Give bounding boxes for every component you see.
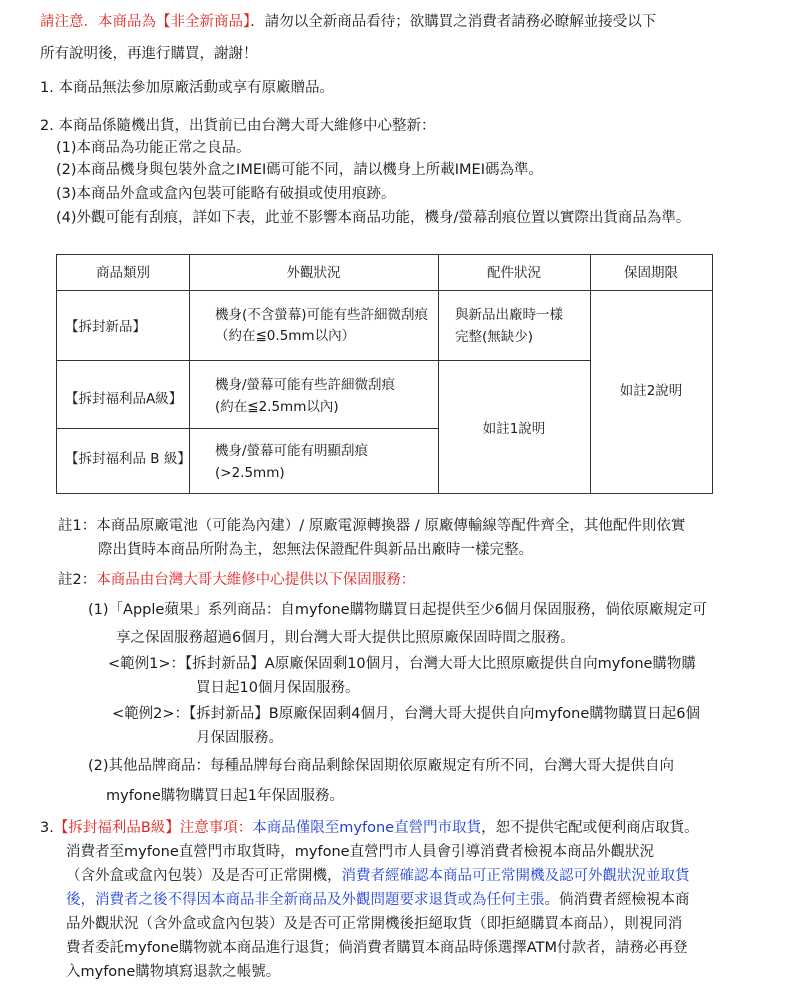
item-3-line-6: 費者委託myfone購物就本商品進行退貨；倘消費者購買本商品時係選擇ATM付款者，請務必再登 (66, 940, 688, 956)
row-1-appearance-2: （約在≦0.5mm以內） (215, 328, 356, 344)
item-2-sub-4: (4)外觀可能有刮痕，詳如下表，此並不影響本商品功能，機身/螢幕刮痕位置以實際出貨商品為準。 (56, 210, 691, 226)
note-2-p2-line-1: (2)其他品牌商品：每種品牌每台商品剩餘保固期依原廠規定有所不同，台灣大哥大提供自向 (88, 758, 675, 774)
note-1-line-1: 註1：本商品原廠電池（可能為內建）/ 原廠電源轉換器 / 原廠傳輸線等配件齊全，其他配件則依實 (58, 518, 686, 534)
item-3-line-3 (66, 866, 690, 886)
header-accessory: 配件狀況 (487, 265, 541, 281)
item-3-line-1-rest: ，恕不提供宅配或便利商店取貨。 (481, 820, 699, 836)
item-3-line-4-rest: 。倘消費者經檢視本商 (544, 892, 690, 908)
item-3-line-3-black: （含外盒或盒內包裝）及是否可正常開機， (66, 868, 342, 884)
intro-warning: 請注意．本商品為【非全新商品】 (40, 14, 251, 30)
row-1-appearance-1: 機身(不含螢幕)可能有些許細微刮痕 (215, 307, 429, 323)
condition-table (56, 254, 713, 494)
example-1-line-1: <範例1>：【拆封新品】A原廠保固剩10個月，台灣大哥大比照原廠提供自向myfone購物購 (108, 656, 696, 672)
example-2-line-1: <範例2>：【拆封新品】B原廠保固剩4個月，台灣大哥大提供自向myfone購物購買日起6個 (112, 706, 700, 722)
row-2-appearance-1: 機身/螢幕可能有些許細微刮痕 (215, 377, 396, 393)
row-2-category: 【拆封福利品A級】 (65, 391, 183, 407)
example-1-line-2: 買日起10個月保固服務。 (196, 680, 360, 696)
example-2-line-2: 月保固服務。 (196, 730, 283, 746)
item-2-sub-1: (1)本商品為功能正常之良品。 (56, 140, 251, 156)
item-3-red-title: 【拆封福利品B級】注意事項： (53, 820, 253, 836)
item-3-line-7: 入myfone購物填寫退款之帳號。 (66, 964, 281, 980)
item-2-sub-2: (2)本商品機身與包裝外盒之IMEI碼可能不同，請以機身上所載IMEI碼為準。 (56, 162, 543, 178)
note-2-title (58, 570, 415, 590)
header-category: 商品類別 (96, 265, 150, 281)
item-3-number: 3. (40, 820, 54, 836)
item-3-line-3-blue: 消費者經確認本商品可正常開機及認可外觀狀況並取貨 (341, 868, 690, 884)
row-3-appearance-2: (>2.5mm) (215, 465, 285, 481)
note-2-p2-line-2: myfone購物購買日起1年保固服務。 (106, 788, 345, 804)
row-1-category: 【拆封新品】 (65, 319, 146, 335)
accessory-refurb: 如註1說明 (482, 421, 546, 437)
warranty-all: 如註2說明 (619, 383, 683, 399)
note-2-p1-line-1: (1)「Apple蘋果」系列商品：自myfone購物購買日起提供至少6個月保固服務，倘依原廠規定可 (88, 602, 707, 618)
item-3-line-1 (40, 818, 699, 838)
item-2-title: 2. 本商品係隨機出貨，出貨前已由台灣大哥大維修中心整新： (40, 118, 436, 134)
note-2-p1-line-2: 享之保固服務超過6個月，則台灣大哥大提供比照原廠保固時間之服務。 (116, 630, 575, 646)
intro-text: ．請勿以全新商品看待；欲購買之消費者請務必瞭解並接受以下 (250, 14, 657, 30)
item-1: 1. 本商品無法參加原廠活動或享有原廠贈品。 (40, 80, 334, 96)
item-3-line-4 (66, 890, 690, 910)
item-3-line-2: 消費者至myfone直營門市取貨時，myfone直營門市人員會引導消費者檢視本商品外觀狀況 (66, 844, 655, 860)
item-3-line-5: 品外觀狀況（含外盒或盒內包裝）及是否可正常開機後拒絕取貨（即拒絕購買本商品），則視同消 (66, 916, 683, 932)
item-3-blue-1: 本商品僅限至myfone直營門市取貨 (252, 820, 482, 836)
row-1-accessory-2: 完整(無缺少) (455, 329, 534, 345)
row-1-accessory-1: 與新品出廠時一樣 (455, 307, 563, 323)
header-warranty: 保固期限 (624, 265, 678, 281)
item-3-line-4-blue: 後，消費者之後不得因本商品非全新商品及外觀問題要求退貨或為任何主張 (66, 892, 545, 908)
intro-line-1 (40, 12, 656, 32)
row-2-appearance-2: (約在≦2.5mm以內) (215, 399, 339, 415)
header-appearance: 外觀狀況 (286, 265, 341, 281)
note-2-prefix: 註2： (58, 572, 97, 588)
row-3-category: 【拆封福利品 B 級】 (65, 451, 191, 467)
row-3-appearance-1: 機身/螢幕可能有明顯刮痕 (215, 443, 369, 459)
intro-line-2: 所有說明後，再進行購買，謝謝！ (40, 46, 258, 62)
note-1-line-2: 際出貨時本商品所附為主，恕無法保證配件與新品出廠時一樣完整。 (98, 542, 533, 558)
note-2-title-red: 本商品由台灣大哥大維修中心提供以下保固服務： (96, 572, 416, 588)
item-2-sub-3: (3)本商品外盒或盒內包裝可能略有破損或使用痕跡。 (56, 186, 396, 202)
